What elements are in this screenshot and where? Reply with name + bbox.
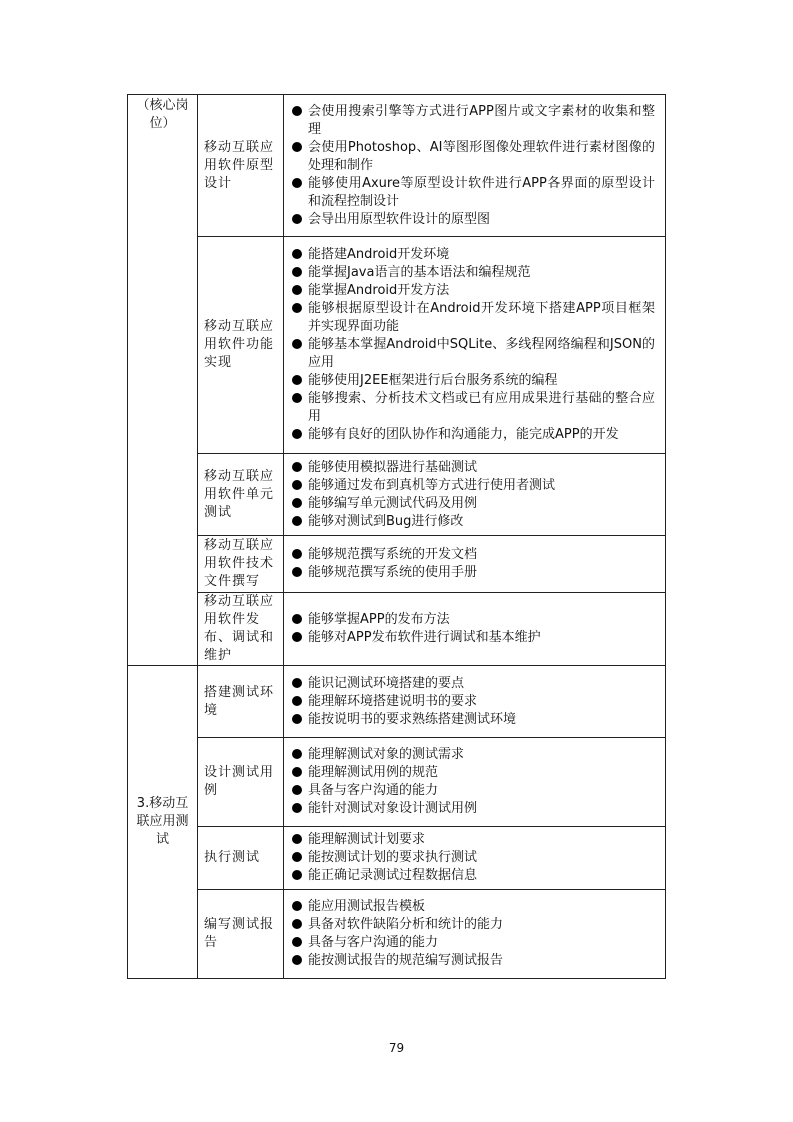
table-row [128, 738, 666, 827]
list-item: 具备与客户沟通的能力 [292, 782, 655, 800]
list-item: 能够对APP发布软件进行调试和基本维护 [292, 629, 655, 647]
category-cell [128, 666, 198, 979]
bullet-icon [292, 178, 302, 188]
list-item: 能理解测试计划要求 [292, 831, 655, 849]
task-cell [198, 666, 284, 738]
list-item: 能够使用Axure等原型设计软件进行APP各界面的原型设计和流程控制设计 [292, 175, 655, 211]
bullet-icon [292, 214, 302, 224]
list-item: 能够有良好的团队协作和沟通能力，能完成APP的开发 [292, 426, 655, 444]
list-item: 能应用测试报告模板 [292, 898, 655, 916]
task-cell [198, 827, 284, 890]
bullet-icon [292, 462, 302, 472]
task-label: 移动互联应用软件单元测试 [204, 468, 275, 520]
list-item: 能理解测试用例的规范 [292, 764, 655, 782]
items-cell [284, 95, 666, 237]
list-item: 能够通过发布到真机等方式进行使用者测试 [292, 477, 655, 495]
bullet-icon [292, 919, 302, 929]
curriculum-table [127, 94, 666, 979]
task-cell [198, 593, 284, 666]
table-row [128, 454, 666, 536]
items-cell [284, 666, 666, 738]
list-item: 能按测试报告的规范编写测试报告 [292, 952, 655, 970]
list-item: 能针对测试对象设计测试用例 [292, 800, 655, 818]
item-list [292, 246, 655, 444]
item-list [292, 103, 655, 229]
items-cell [284, 738, 666, 827]
list-item: 会使用搜索引擎等方式进行APP图片或文字素材的收集和整理 [292, 103, 655, 139]
bullet-icon [292, 852, 302, 862]
table-row [128, 827, 666, 890]
list-item: 能够掌握APP的发布方法 [292, 611, 655, 629]
item-list [292, 611, 655, 647]
list-item: 能正确记录测试过程数据信息 [292, 867, 655, 885]
bullet-icon [292, 480, 302, 490]
table-row [128, 95, 666, 237]
item-list [292, 546, 655, 582]
list-item: 能识记测试环境搭建的要点 [292, 675, 655, 693]
list-item: 具备与客户沟通的能力 [292, 934, 655, 952]
bullet-icon [292, 614, 302, 624]
category-label: （核心岗位） [136, 98, 189, 131]
list-item: 能掌握Android开发方法 [292, 282, 655, 300]
list-item: 能够规范撰写系统的使用手册 [292, 564, 655, 582]
items-cell [284, 890, 666, 979]
items-cell [284, 593, 666, 666]
list-item: 能够使用模拟器进行基础测试 [292, 459, 655, 477]
bullet-icon [292, 901, 302, 911]
bullet-icon [292, 375, 302, 385]
list-item: 能够编写单元测试代码及用例 [292, 495, 655, 513]
bullet-icon [292, 498, 302, 508]
bullet-icon [292, 303, 302, 313]
list-item: 能够基本掌握Android中SQLite、多线程网络编程和JSON的应用 [292, 336, 655, 372]
task-cell [198, 890, 284, 979]
table-row [128, 666, 666, 738]
task-label: 设计测试用例 [204, 765, 275, 798]
list-item: 会使用Photoshop、AI等图形图像处理软件进行素材图像的处理和制作 [292, 139, 655, 175]
bullet-icon [292, 803, 302, 813]
bullet-icon [292, 249, 302, 259]
task-label: 编写测试报告 [204, 917, 275, 950]
bullet-icon [292, 955, 302, 965]
task-label: 执行测试 [204, 850, 261, 865]
bullet-icon [292, 106, 302, 116]
list-item: 会导出用原型软件设计的原型图 [292, 211, 655, 229]
table-row [128, 237, 666, 454]
list-item: 能够根据原型设计在Android开发环境下搭建APP项目框架并实现界面功能 [292, 300, 655, 336]
list-item: 能掌握Java语言的基本语法和编程规范 [292, 264, 655, 282]
bullet-icon [292, 632, 302, 642]
list-item: 具备对软件缺陷分析和统计的能力 [292, 916, 655, 934]
list-item: 能理解测试对象的测试需求 [292, 746, 655, 764]
bullet-icon [292, 142, 302, 152]
task-label: 移动互联应用软件功能实现 [204, 319, 275, 370]
bullet-icon [292, 285, 302, 295]
bullet-icon [292, 267, 302, 277]
category-cell [128, 95, 198, 666]
task-cell [198, 237, 284, 454]
items-cell [284, 536, 666, 593]
bullet-icon [292, 549, 302, 559]
task-label: 移动互联应用软件技术文件撰写 [204, 538, 275, 589]
table-row [128, 890, 666, 979]
bullet-icon [292, 937, 302, 947]
bullet-icon [292, 714, 302, 724]
bullet-icon [292, 696, 302, 706]
list-item: 能够使用J2EE框架进行后台服务系统的编程 [292, 372, 655, 390]
item-list [292, 459, 655, 531]
category-label: 3.移动互联应用测试 [136, 796, 189, 847]
list-item: 能够对测试到Bug进行修改 [292, 513, 655, 531]
bullet-icon [292, 749, 302, 759]
task-cell [198, 95, 284, 237]
items-cell [284, 237, 666, 454]
page-number: 79 [388, 1041, 405, 1055]
item-list [292, 675, 655, 729]
bullet-icon [292, 567, 302, 577]
bullet-icon [292, 429, 302, 439]
bullet-icon [292, 767, 302, 777]
table-row [128, 536, 666, 593]
bullet-icon [292, 678, 302, 688]
task-cell [198, 454, 284, 536]
bullet-icon [292, 785, 302, 795]
list-item: 能够搜索、分析技术文档或已有应用成果进行基础的整合应用 [292, 390, 655, 426]
bullet-icon [292, 339, 302, 349]
task-label: 移动互联应用软件发布、调试和维护 [204, 594, 275, 663]
task-label: 移动互联应用软件原型设计 [204, 139, 275, 191]
table-row [128, 593, 666, 666]
list-item: 能够规范撰写系统的开发文档 [292, 546, 655, 564]
item-list [292, 831, 655, 885]
list-item: 能按测试计划的要求执行测试 [292, 849, 655, 867]
bullet-icon [292, 870, 302, 880]
task-label: 搭建测试环境 [204, 684, 275, 718]
item-list [292, 898, 655, 970]
items-cell [284, 827, 666, 890]
items-cell [284, 454, 666, 536]
list-item: 能搭建Android开发环境 [292, 246, 655, 264]
list-item: 能按说明书的要求熟练搭建测试环境 [292, 711, 655, 729]
task-cell [198, 536, 284, 593]
bullet-icon [292, 834, 302, 844]
item-list [292, 746, 655, 818]
task-cell [198, 738, 284, 827]
list-item: 能理解环境搭建说明书的要求 [292, 693, 655, 711]
bullet-icon [292, 393, 302, 403]
bullet-icon [292, 516, 302, 526]
